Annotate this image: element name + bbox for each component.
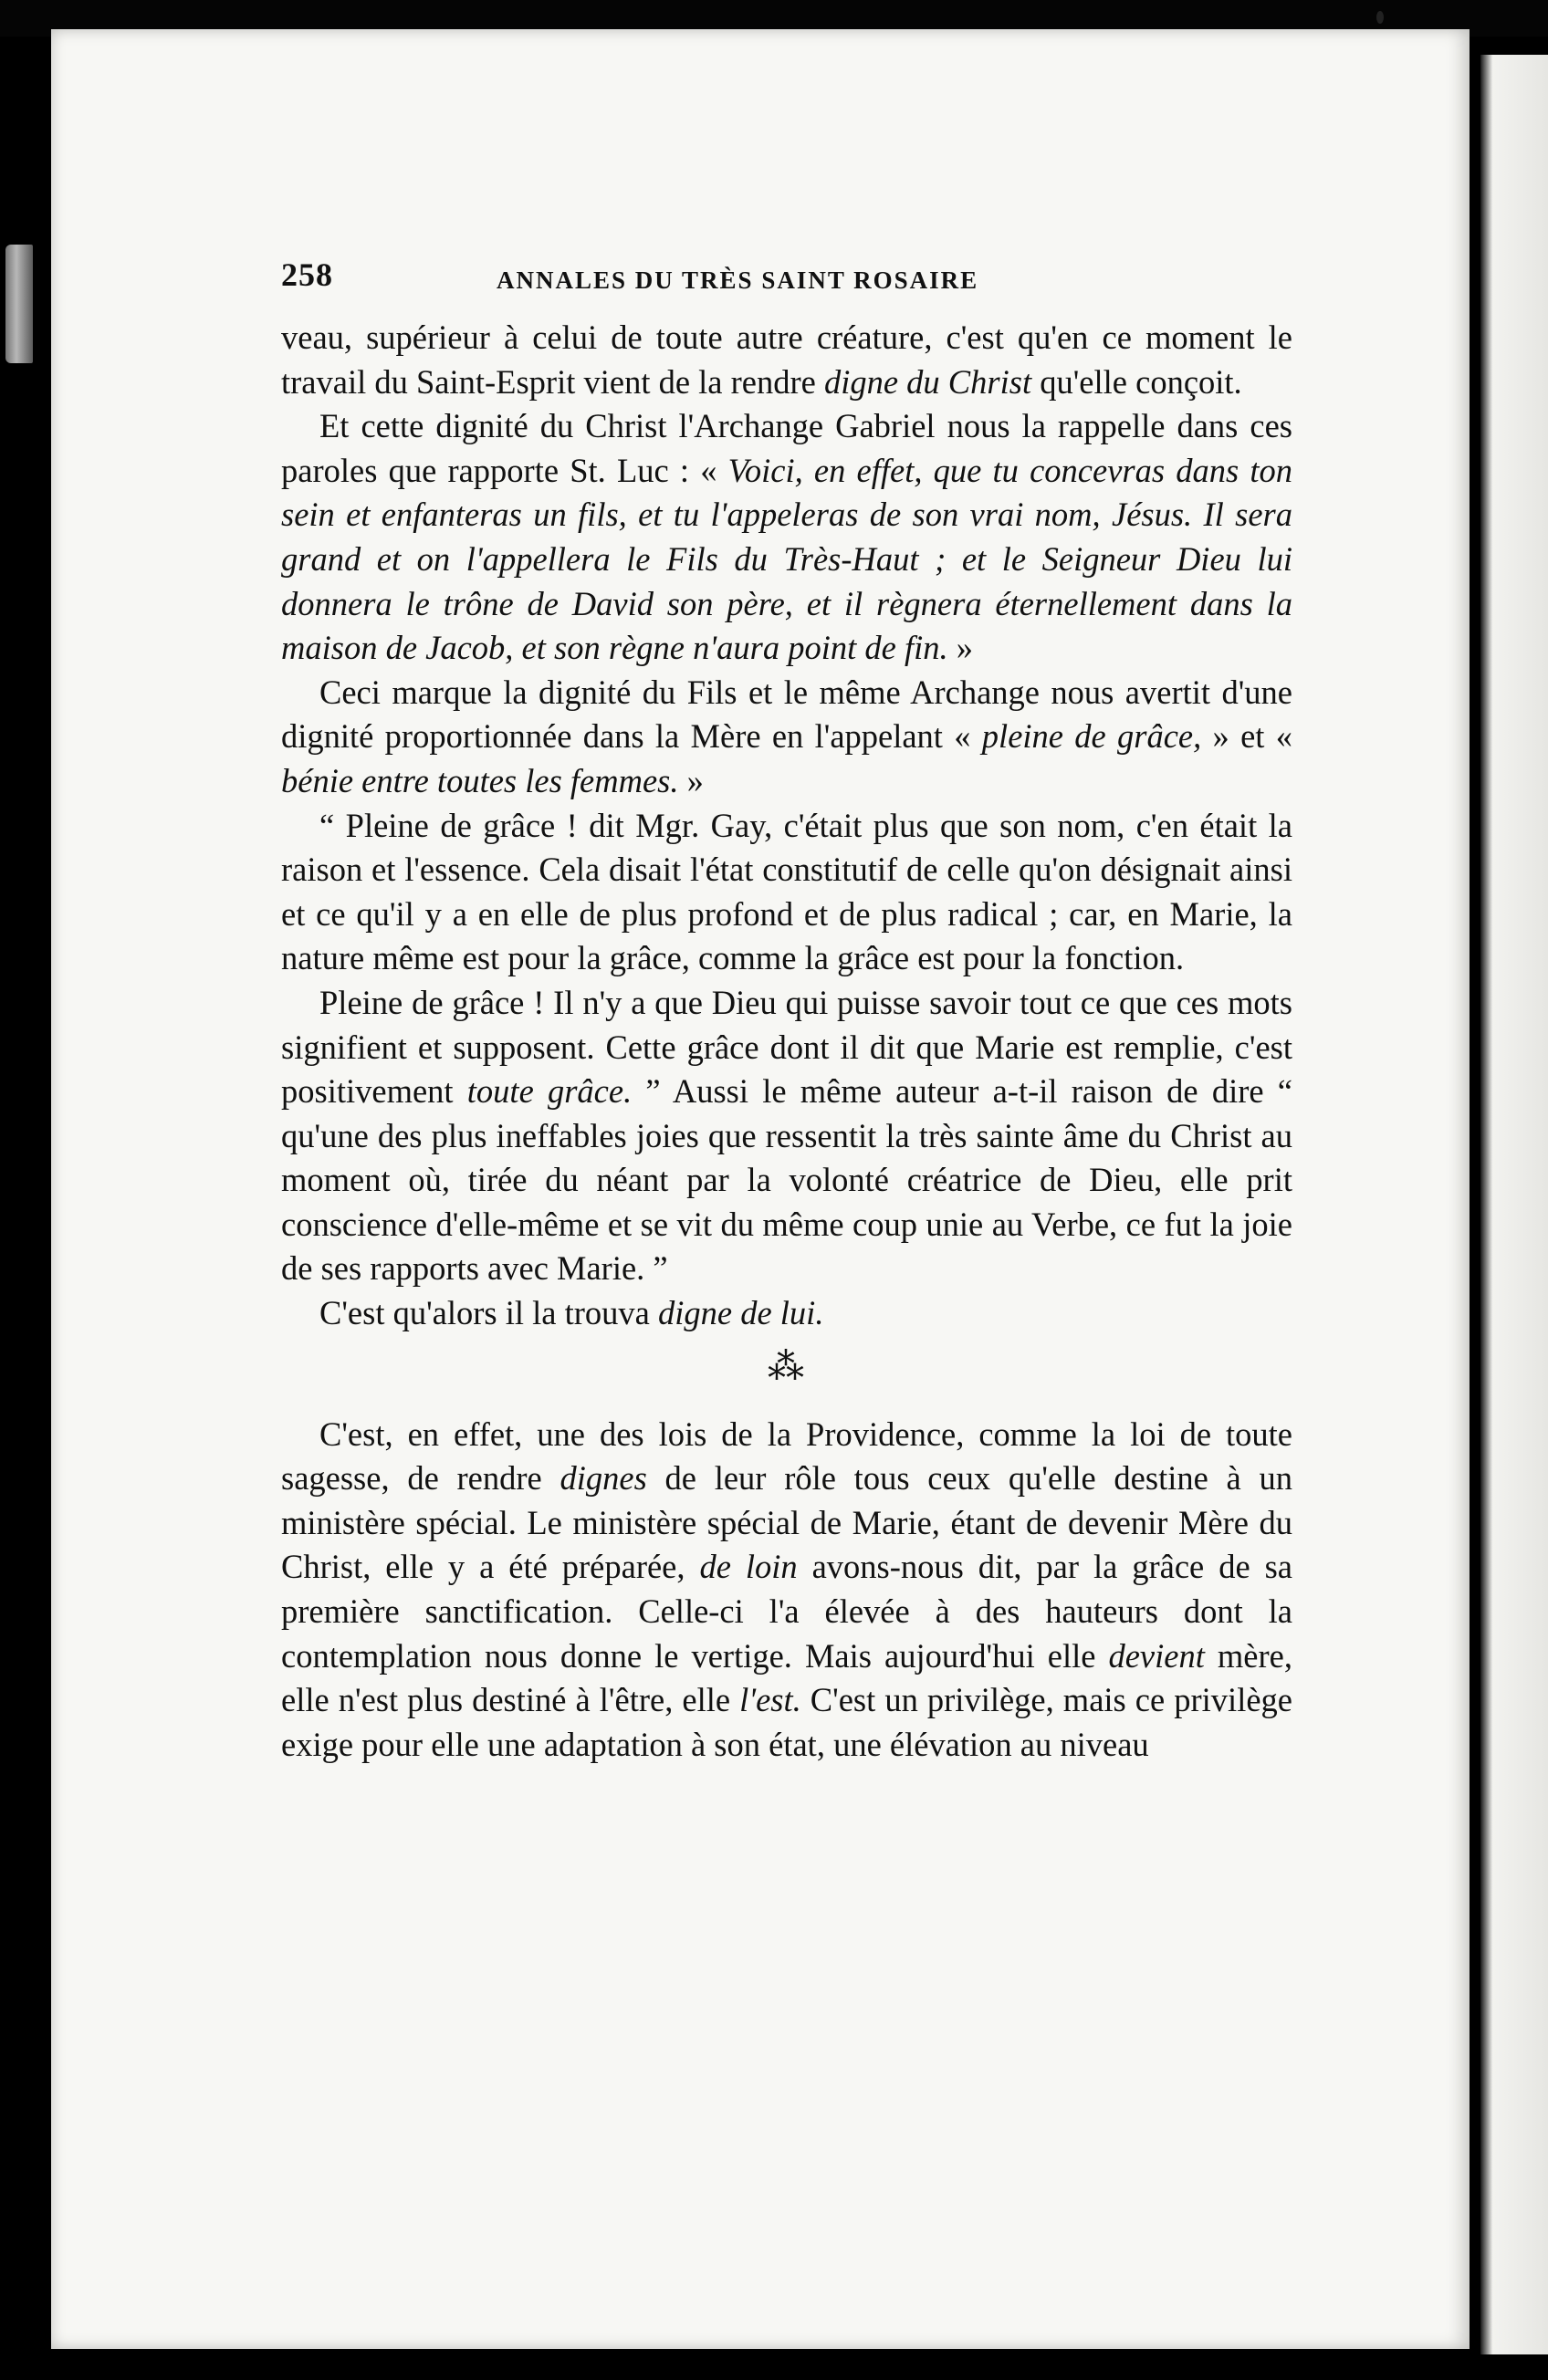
- text-run: veau, supérieur à celui de toute autre créature, c'est qu'en ce moment le travail du Saint-Esprit vient de la rendre: [281, 318, 1292, 401]
- italic-text: toute grâce.: [466, 1072, 633, 1111]
- italic-text: digne du Christ: [823, 362, 1032, 401]
- italic-text: pleine de grâce,: [981, 717, 1202, 756]
- paragraph: [281, 1413, 1292, 1768]
- paragraph: [281, 404, 1292, 671]
- text-run: » et «: [1201, 717, 1292, 756]
- running-title: ANNALES DU TRÈS SAINT ROSAIRE: [497, 266, 979, 294]
- italic-text: devient: [1108, 1636, 1205, 1675]
- text-run: Et cette dignité du Christ l'Archange Gabriel nous la rappelle dans ces paroles que rapporte St. Luc : «: [281, 407, 1292, 489]
- italic-text: dignes: [560, 1459, 647, 1498]
- paragraph: [281, 316, 1292, 404]
- next-page-edge: [1480, 55, 1548, 2354]
- text-run: de leur rôle tous ceux qu'elle destine à un ministère spécial. Le ministère spécial de Marie, étant de devenir Mère du Christ, elle y a été préparée,: [281, 1459, 1292, 1586]
- text-run: “ Pleine de grâce ! dit Mgr. Gay, c'était plus que son nom, c'en était la raison et l'essence. Cela disait l'état constitutif de celle qu'on désignait ainsi et ce qu'il y a en elle de plus profond et de plus radical ; car, en Marie, la nature même est pour la grâce, comme la grâce est pour la fonction.: [281, 806, 1292, 977]
- body-text-continued: [281, 1413, 1292, 1768]
- binding-clip: [5, 245, 33, 363]
- text-run: »: [947, 629, 973, 667]
- italic-text: de loin: [699, 1548, 798, 1586]
- text-run: Ceci marque la dignité du Fils et le même Archange nous avertit d'une dignité proportionnée dans la Mère en l'appelant «: [281, 673, 1292, 756]
- paragraph: [281, 1291, 1292, 1336]
- section-asterism: ⁂: [768, 1345, 806, 1387]
- text-run: C'est un privilège, mais ce privilège exige pour elle une adaptation à son état, une élévation au niveau: [281, 1681, 1292, 1763]
- text-run: ” Aussi le même auteur a-t-il raison de dire “ qu'une des plus ineffables joies que ressentit la très sainte âme du Christ au moment où, tirée du néant par la volonté créatrice de Dieu, elle prit conscience d'elle-même et se vit du même coup unie au Verbe, ce fut la joie de ses rapports avec Marie. ”: [281, 1072, 1292, 1288]
- italic-text: l'est.: [739, 1681, 801, 1719]
- text-run: »: [678, 761, 704, 799]
- italic-text: bénie entre toutes les femmes.: [281, 761, 679, 799]
- text-run: C'est qu'alors il la trouva: [319, 1294, 658, 1332]
- scan-speck: [1376, 11, 1384, 24]
- paragraph: [281, 981, 1292, 1291]
- text-run: C'est, en effet, une des lois de la Providence, comme la loi de toute sagesse, de rendre: [281, 1414, 1292, 1498]
- body-text: [281, 316, 1292, 1336]
- paragraph: [281, 804, 1292, 981]
- text-run: Pleine de grâce ! Il n'y a que Dieu qui puisse savoir tout ce que ces mots signifient et supposent. Cette grâce dont il dit que Marie est remplie, c'est positivement: [281, 983, 1292, 1111]
- page-content: [281, 256, 1292, 1767]
- paragraph: [281, 671, 1292, 804]
- text-run: qu'elle conçoit.: [1031, 362, 1242, 401]
- running-head: [281, 256, 1292, 299]
- text-run: avons-nous dit, par la grâce de sa première sanctification. Celle-ci l'a élevée à des hauteurs dont la contemplation nous donne le vertige. Mais aujourd'hui elle: [281, 1548, 1292, 1675]
- italic-text: Voici, en effet, que tu concevras dans ton sein et enfanteras un fils, et tu l'appeleras de son vrai nom, Jésus. Il sera grand et on l'appellera le Fils du Très-Haut ; et le Seigneur Dieu lui donnera le trône de David son père, et il règnera éternellement dans la maison de Jacob, et son règne n'aura point de fin.: [281, 451, 1292, 667]
- italic-text: digne de lui.: [658, 1294, 824, 1332]
- text-run: mère, elle n'est plus destiné à l'être, elle: [281, 1636, 1292, 1719]
- page-number: 258: [281, 256, 333, 293]
